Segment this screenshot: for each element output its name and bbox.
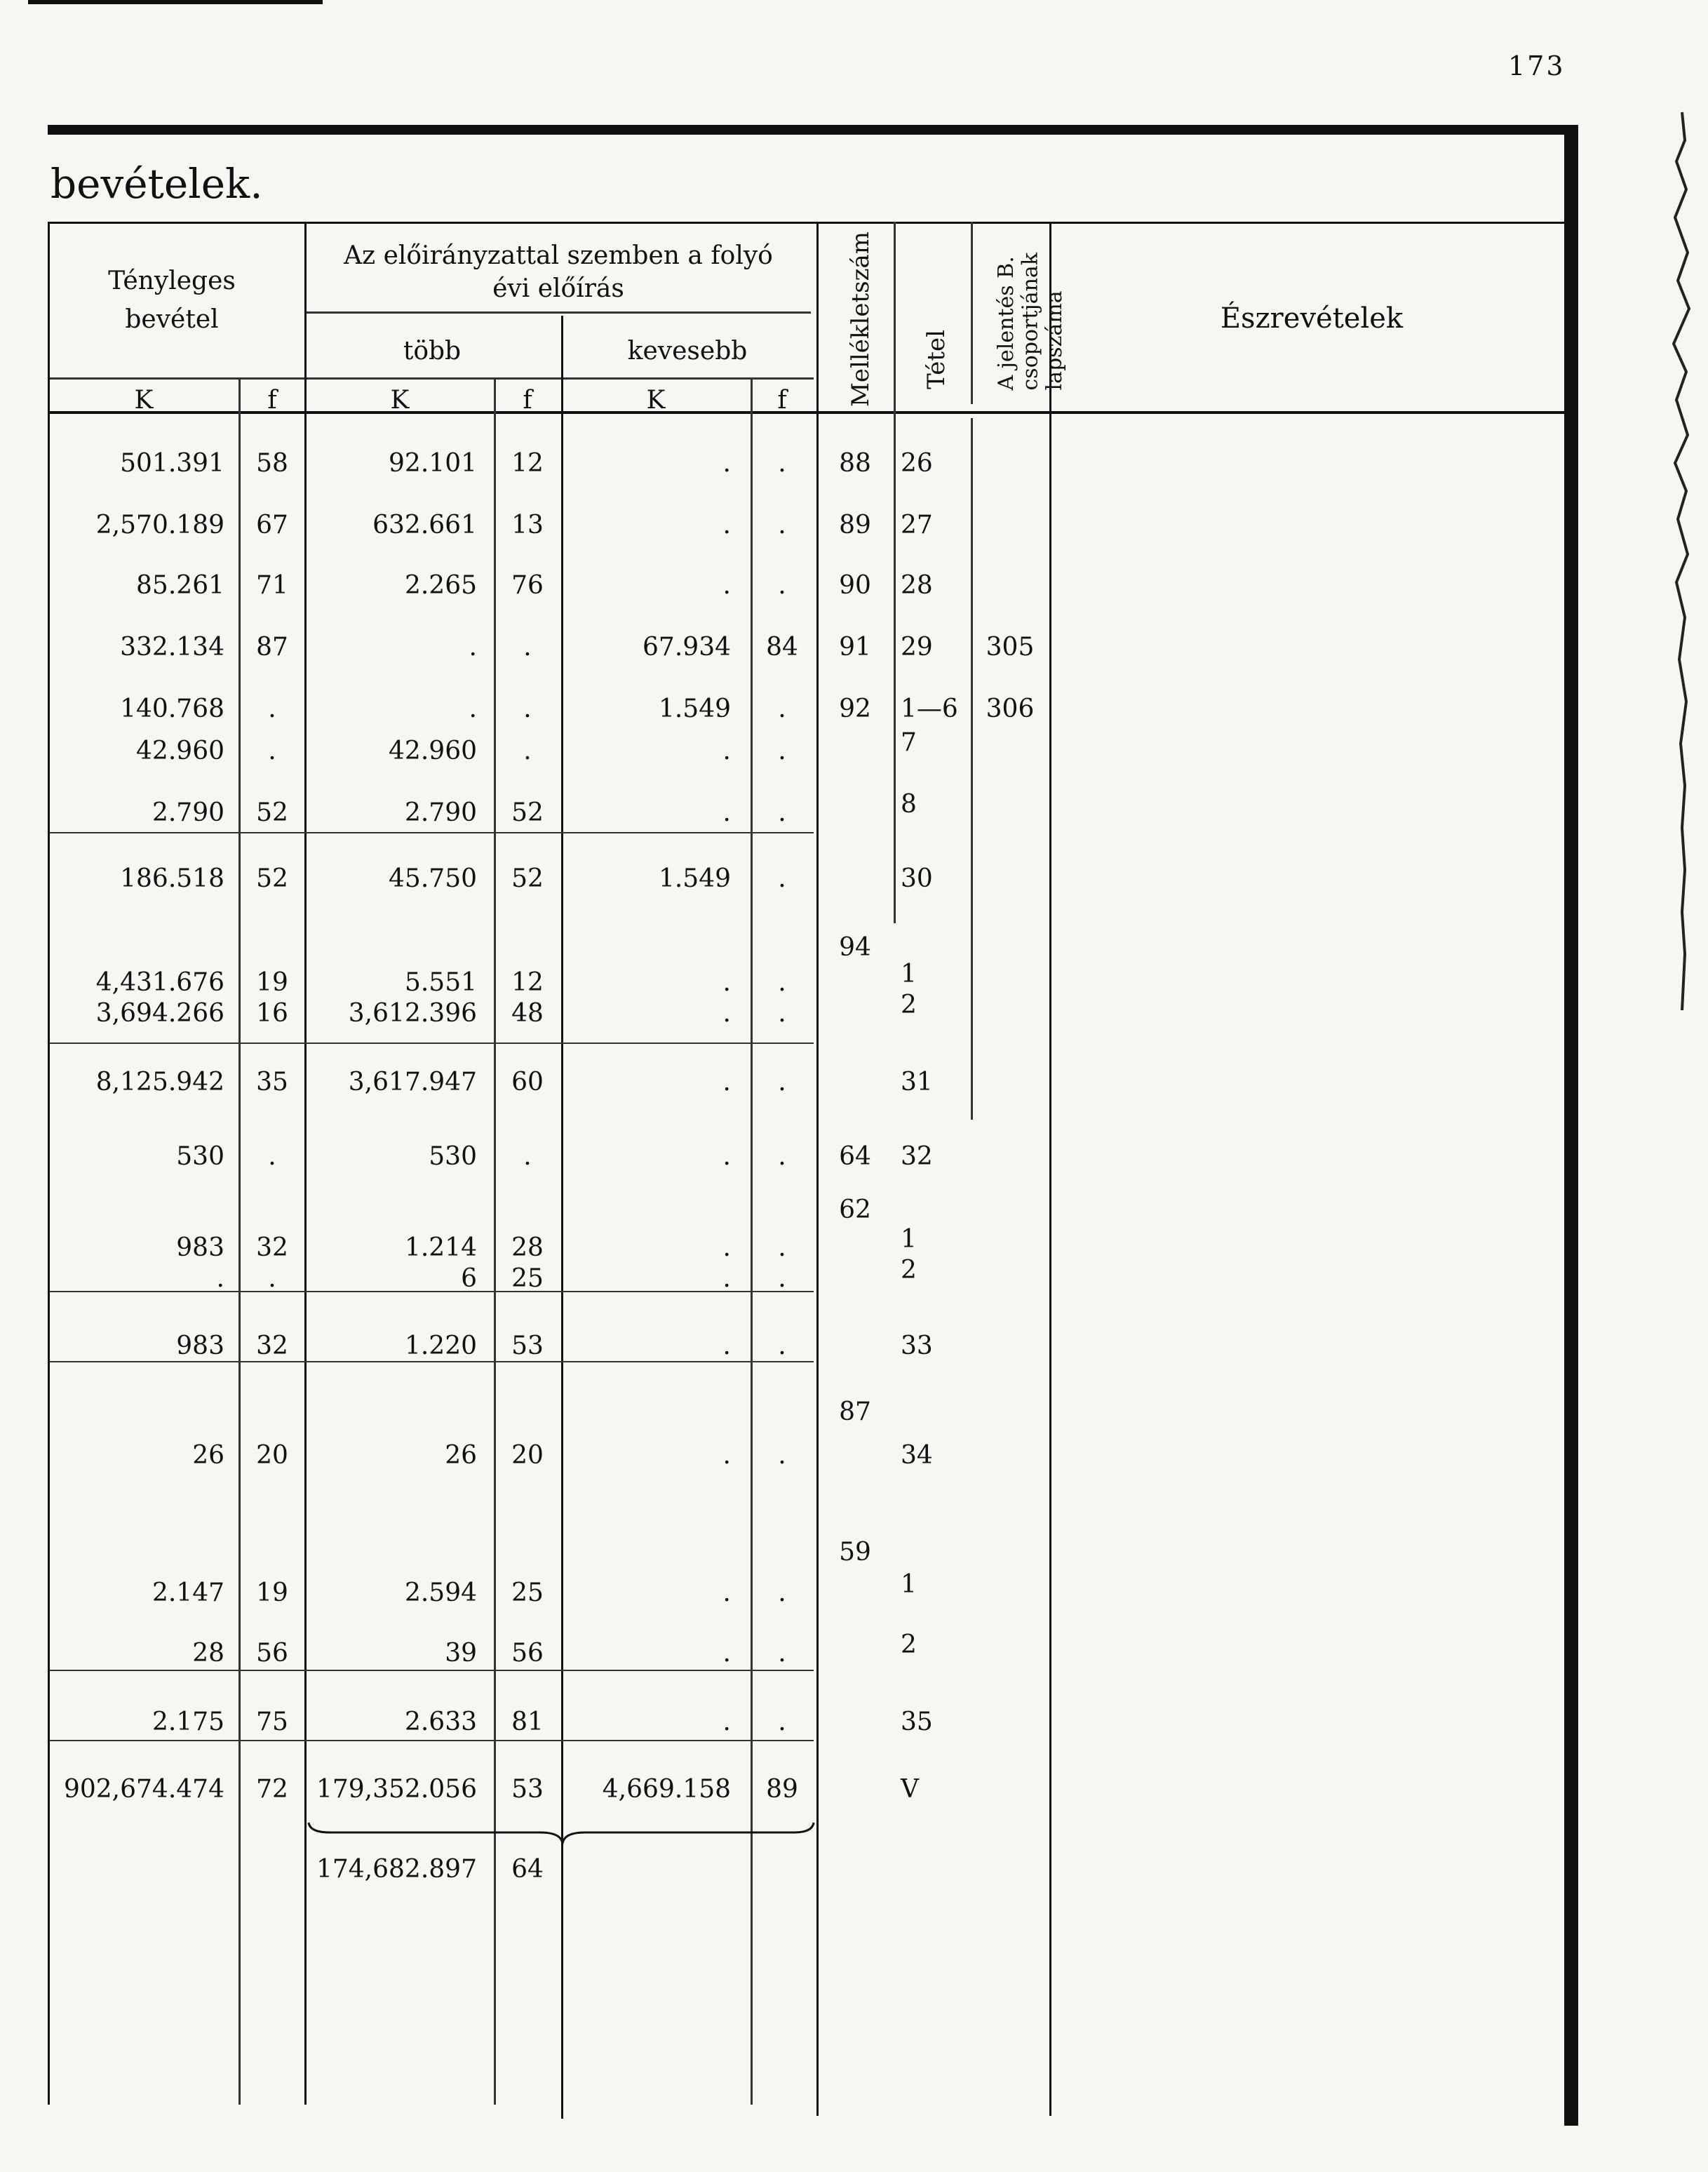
cell-tk: 332.134 [120,633,224,662]
cell-kf: . [778,999,786,1028]
header-jelentes-line2: csoportjának [1018,253,1043,391]
header-f-kevesebb: f [777,386,787,415]
cell-tk: 4,431.676 [95,968,224,997]
cell-mf: . [523,695,532,723]
cell-kk: . [722,737,731,765]
cell-tetel: 2 [901,1630,917,1659]
cell-mf: 53 [511,1332,544,1360]
cell-kf: . [778,1578,786,1607]
cell-mell: 64 [839,1142,871,1171]
cell-kf: . [778,798,786,827]
cell-tf: 71 [256,571,288,600]
cell-tk: 2.790 [152,798,224,827]
header-tetel: Tétel [922,330,950,389]
section-title: bevételek. [51,160,263,208]
cell-tf: . [268,695,276,723]
cell-tf: . [268,737,276,765]
cell-tetel: 1 [901,960,917,988]
cell-tk: 140.768 [120,695,224,723]
cell-kk: . [722,1441,731,1470]
cell-kk: . [722,1142,731,1171]
cell-mf: 52 [511,798,544,827]
header-group-line2: évi előírás [492,274,624,303]
cell-mk: 2.265 [404,571,477,600]
cell-tetel: 7 [901,728,917,757]
cell-tf: 87 [256,633,288,662]
cell-mk: 1.220 [404,1332,477,1360]
cell-tf: 67 [256,511,288,539]
cell-tk: 983 [176,1233,224,1262]
cell-kk: 67.934 [643,633,731,662]
cell-mk: 632.661 [372,511,477,539]
cell-kf: . [778,1142,786,1171]
cell-tf: 19 [256,968,288,997]
cell-mf: 48 [511,999,544,1028]
header-k-tenyleges: K [134,386,154,415]
cell-lap: 306 [986,695,1035,723]
cell-mf: . [523,737,532,765]
cell-kk: 1.549 [658,695,731,723]
cell-mell: 91 [839,633,871,662]
cell-mk: 179,352.056 [316,1775,477,1804]
cell-kf: . [778,1264,786,1293]
cell-mf: 25 [511,1578,544,1607]
cell-tk: 8,125.942 [95,1068,224,1097]
cell-kf: 89 [766,1775,798,1804]
cell-kk: 1.549 [658,864,731,893]
cell-kk: . [722,798,731,827]
cell-mk: 26 [445,1441,477,1470]
cell-kk: . [722,571,731,600]
cell-tf: 72 [256,1775,288,1804]
cell-mk: 92.101 [389,449,477,478]
header-kevesebb: kevesebb [627,337,748,366]
cell-tetel: 35 [901,1708,933,1736]
cell-tk: 2.147 [152,1578,224,1607]
header-jelentes-line1: A jelentés B. [994,256,1018,391]
cell-kk: 4,669.158 [602,1775,731,1804]
cell-kf: . [778,695,786,723]
cell-tk: 983 [176,1332,224,1360]
header-tobb: több [403,337,462,366]
cell-mell: 59 [839,1538,871,1567]
cell-tetel: V [901,1775,919,1804]
header-f-tobb: f [523,386,532,415]
cell-mk: 2.594 [404,1578,477,1607]
cell-kf: . [778,571,786,600]
header-k-kevesebb: K [646,386,666,415]
header-eszrevetelek: Észrevételek [1220,302,1404,335]
header-k-tobb: K [390,386,410,415]
cell-tk: 42.960 [136,737,224,765]
cell-mk: . [469,633,477,662]
cell-mk: 45.750 [389,864,477,893]
cell-mf: 20 [511,1441,544,1470]
cell-kk: . [722,999,731,1028]
cell-tetel: 2 [901,1256,917,1285]
cell-mf: 60 [511,1068,544,1097]
cell-mf: 12 [511,968,544,997]
cell-mell: 92 [839,695,871,723]
cell-tk: . [216,1264,224,1293]
cell-kk: . [722,511,731,539]
cell-tk: 28 [192,1639,224,1668]
cell-mf: 81 [511,1708,544,1736]
cell-mell: 62 [839,1195,871,1224]
cell-tf: 32 [256,1332,288,1360]
cell-mk: 6 [461,1264,477,1293]
cell-kk: . [722,968,731,997]
cell-tetel: 27 [901,511,933,539]
cell-tk: 501.391 [120,449,224,478]
cell-kf: . [778,1332,786,1360]
cell-tf: 32 [256,1233,288,1262]
cell-kk: . [722,1639,731,1668]
cell-mf: 12 [511,449,544,478]
cell-tk: 85.261 [136,571,224,600]
cell-tetel: 29 [901,633,933,662]
cell-tf: 20 [256,1441,288,1470]
margin-pencil-marks [1661,98,1696,1038]
header-tenyleges-line1: Tényleges [108,267,236,295]
header-tenyleges-line2: bevétel [125,304,219,334]
cell-kf: 84 [766,633,798,662]
cell-tf: 58 [256,449,288,478]
cell-tetel: 2 [901,991,917,1019]
cell-kf: . [778,1233,786,1262]
cell-mf: 53 [511,1775,544,1804]
cell-tk: 2.175 [152,1708,224,1736]
cell-mf: . [523,1142,532,1171]
page-number: 173 [1508,51,1566,81]
cell-tk: 2,570.189 [95,511,224,539]
cell-tf: 52 [256,798,288,827]
header-f-tenyleges: f [267,386,277,415]
cell-kk: . [722,1708,731,1736]
cell-tetel: 31 [901,1068,933,1097]
cell-mk: 5.551 [404,968,477,997]
cell-kf: . [778,1708,786,1736]
cell-tf: 75 [256,1708,288,1736]
cell-tetel: 1—6 [901,695,958,723]
cell-tetel: 8 [901,790,917,819]
cell-tf: 35 [256,1068,288,1097]
cell-tf: . [268,1142,276,1171]
cell-mk: 42.960 [389,737,477,765]
cell-tf: 52 [256,864,288,893]
cell-tf: 16 [256,999,288,1028]
net-total-k: 174,682.897 [316,1855,477,1884]
header-mellekletszam: Mellékletszám [847,232,875,407]
cell-tf: . [268,1264,276,1293]
cell-mk: 3,617.947 [348,1068,477,1097]
cell-mf: 25 [511,1264,544,1293]
cell-mf: . [523,633,532,662]
cell-tk: 26 [192,1441,224,1470]
cell-mk: 3,612.396 [348,999,477,1028]
cell-mell: 89 [839,511,871,539]
cell-mell: 87 [839,1397,871,1426]
cell-tf: 19 [256,1578,288,1607]
cell-kf: . [778,737,786,765]
cell-tetel: 1 [901,1225,917,1254]
cell-tetel: 32 [901,1142,933,1171]
cell-kk: . [722,1233,731,1262]
cell-mell: 88 [839,449,871,478]
cell-lap: 305 [986,633,1035,662]
cell-mk: 39 [445,1639,477,1668]
cell-kk: . [722,1332,731,1360]
cell-mf: 56 [511,1639,544,1668]
cell-tetel: 34 [901,1441,933,1470]
cell-kf: . [778,1441,786,1470]
cell-mk: 2.633 [404,1708,477,1736]
cell-kf: . [778,1639,786,1668]
cell-mell: 94 [839,933,871,962]
cell-tetel: 1 [901,1570,917,1599]
cell-tk: 530 [176,1142,224,1171]
cell-mf: 28 [511,1233,544,1262]
cell-kk: . [722,1264,731,1293]
cell-kf: . [778,1068,786,1097]
cell-tetel: 28 [901,571,933,600]
cell-kf: . [778,449,786,478]
cell-tk: 902,674.474 [63,1775,224,1804]
cell-tf: 56 [256,1639,288,1668]
cell-mf: 52 [511,864,544,893]
cell-kf: . [778,864,786,893]
cell-mk: 530 [429,1142,477,1171]
cell-tetel: 26 [901,449,933,478]
cell-mk: 1.214 [404,1233,477,1262]
cell-kf: . [778,511,786,539]
cell-kk: . [722,449,731,478]
cell-mell: 90 [839,571,871,600]
cell-mf: 13 [511,511,544,539]
cell-kf: . [778,968,786,997]
cell-mk: . [469,695,477,723]
cell-mk: 2.790 [404,798,477,827]
cell-tetel: 30 [901,864,933,893]
cell-tk: 186.518 [120,864,224,893]
cell-mf: 76 [511,571,544,600]
net-total-f: 64 [511,1855,544,1884]
cell-tk: 3,694.266 [95,999,224,1028]
cell-tetel: 33 [901,1332,933,1360]
cell-kk: . [722,1578,731,1607]
header-group-line1: Az előirányzattal szemben a folyó [344,241,773,270]
header-jelentes-line3: lapszáma [1042,290,1067,391]
cell-kk: . [722,1068,731,1097]
